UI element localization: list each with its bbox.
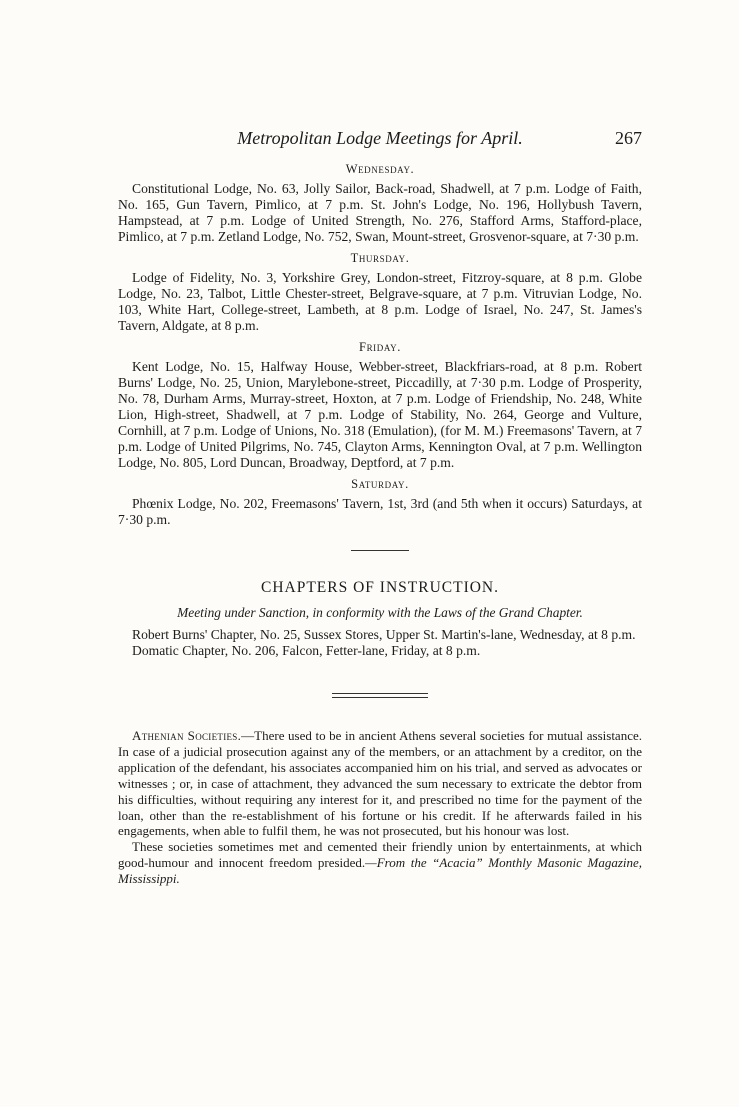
meetings-thursday: Lodge of Fidelity, No. 3, Yorkshire Grey, London-street, Fitzroy-square, at 8 p.m. Globe Lodge, No. 23, Talbot, Little Chester-street, Belgrave-square, at 7 p.m. Vitruvian Lodge, No. 103, White Hart, College-street, Lambeth, at 8 p.m. Lodge of Israel, No. 247, St. James's Tavern, Aldgate, at 8 p.m. xyxy=(118,270,642,333)
chapters-title: CHAPTERS OF INSTRUCTION. xyxy=(260,579,499,596)
day-heading-thursday: Thursday. xyxy=(350,251,410,265)
double-rule-divider xyxy=(332,693,428,698)
meetings-friday: Kent Lodge, No. 15, Halfway House, Webber-street, Blackfriars-road, at 8 p.m. Robert Burns' Lodge, No. 25, Union, Marylebone-street, Piccadilly, at 7·30 p.m. Lodge of Prosperity, No. 78, Durham Arms, Murray-street, Hoxton, at 7 p.m. Lodge of Friendship, No. 248, White Lion, High-street, Shadwell, at 7 p.m. Lodge of Stability, No. 264, George and Vulture, Cornhill, at 7 p.m. Lodge of Unions, No. 318 (Emulation), (for M. M.) Freemasons' Tavern, at 7 p.m. Lodge of United Pilgrims, No. 745, Clayton Arms, Kennington Oval, at 7 p.m. Wellington Lodge, No. 805, Lord Duncan, Broadway, Deptford, at 7 p.m. xyxy=(118,359,642,470)
athenian-source: —From the “Acacia” Monthly Masonic Magazine, Mississippi. xyxy=(118,855,643,887)
section-divider xyxy=(351,550,409,551)
running-title: Metropolitan Lodge Meetings for April. xyxy=(237,128,523,148)
athenian-paragraph-1 xyxy=(118,728,642,839)
athenian-text-2: These societies sometimes met and cemented their friendly union by entertainments, at which good-humour and innocent freedom presided. xyxy=(118,839,642,871)
day-heading-saturday: Saturday. xyxy=(351,477,409,491)
day-heading-friday: Friday. xyxy=(359,340,401,354)
athenian-text-1: —There used to be in ancient Athens several societies for mutual assistance. In case of a judicial prosecution against any of the members, or an attachment by a creditor, on the application of the defendant, his associates accompanied him on his trial, and served as advocates or witnesses ; or, in case of attachment, they advanced the sum necessary to extricate the debtor from his difficulties, without requiring any interest for it, and prescribed no time for the payment of the loan, other than the re-establishment of his fortune or his credit. If he afterwards failed in his engagements, when able to fulfil them, he was not prosecuted, but his honour was lost. xyxy=(118,728,642,839)
meetings-section xyxy=(118,162,642,528)
meetings-wednesday: Constitutional Lodge, No. 63, Jolly Sailor, Back-road, Shadwell, at 7 p.m. Lodge of Faith, No. 165, Gun Tavern, Pimlico, at 7 p.m. St. John's Lodge, No. 196, Hollybush Tavern, Hampstead, at 7 p.m. Lodge of United Strength, No. 276, Stafford Arms, Stafford-place, Pimlico, at 7 p.m. Zetland Lodge, No. 752, Swan, Mount-street, Grosvenor-square, at 7·30 p.m. xyxy=(118,181,642,244)
chapter-entry: Domatic Chapter, No. 206, Falcon, Fetter-lane, Friday, at 8 p.m. xyxy=(132,643,481,658)
meetings-saturday: Phœnix Lodge, No. 202, Freemasons' Tavern, 1st, 3rd (and 5th when it occurs) Saturdays, at 7·30 p.m. xyxy=(118,496,642,527)
athenian-paragraph-2 xyxy=(118,839,642,887)
running-head xyxy=(118,128,642,156)
chapters-section xyxy=(118,579,642,659)
rule-line xyxy=(332,693,428,694)
chapter-entry: Robert Burns' Chapter, No. 25, Sussex Stores, Upper St. Martin's-lane, Wednesday, at 8 p.m. xyxy=(132,627,636,642)
day-heading-wednesday: Wednesday. xyxy=(345,162,415,176)
athenian-heading: Athenian Societies. xyxy=(132,728,242,743)
chapters-subtitle: Meeting under Sanction, in conformity with the Laws of the Grand Chapter. xyxy=(177,605,583,620)
page-number: 267 xyxy=(615,128,642,148)
athenian-article xyxy=(118,728,642,887)
rule-line xyxy=(332,697,428,698)
page xyxy=(118,128,642,887)
